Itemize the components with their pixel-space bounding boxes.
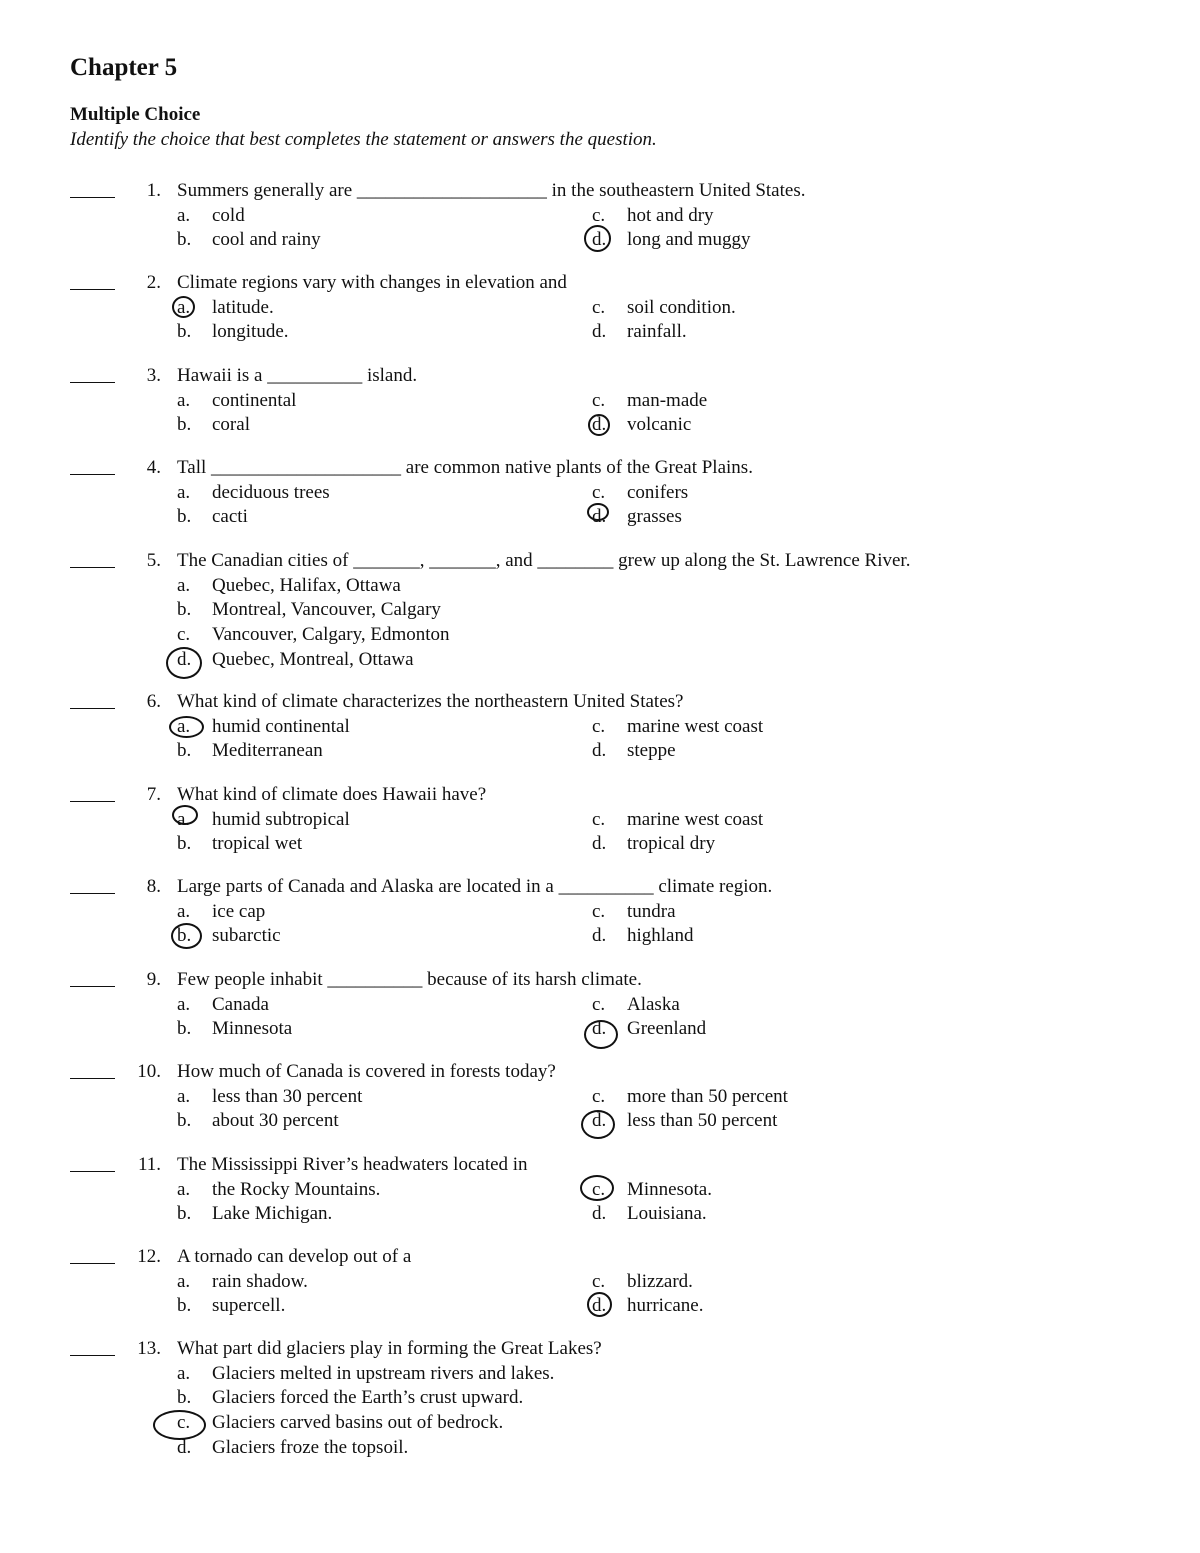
option-letter: b. (177, 1295, 192, 1317)
answer-blank (70, 969, 115, 987)
option-text: Greenland (627, 1018, 707, 1040)
option-text: hurricane. (627, 1295, 704, 1317)
option-text: conifers (627, 481, 689, 503)
question-text: How much of Canada is covered in forests today? (177, 1061, 556, 1082)
answer-blank (70, 784, 115, 802)
option-letter: b. (177, 925, 192, 947)
option-text: rainfall. (627, 321, 687, 343)
option-letter: a. (177, 900, 191, 922)
option-text: humid subtropical (212, 808, 350, 830)
option-letter: d. (177, 1436, 192, 1458)
option-text: supercell. (212, 1295, 286, 1317)
option-letter: b. (177, 321, 192, 343)
option-letter: b. (177, 229, 192, 251)
option-text: ice cap (212, 900, 266, 922)
option-text: continental (212, 389, 297, 411)
option-text: Lake Michigan. (212, 1203, 333, 1225)
option-letter: d. (592, 925, 607, 947)
option-letter: b. (177, 1018, 192, 1040)
option-text: Minnesota. (627, 1178, 712, 1200)
option-text: volcanic (627, 414, 692, 436)
option-letter: c. (592, 808, 606, 830)
option-letter: d. (592, 229, 607, 251)
option-letter: a. (177, 296, 191, 318)
answer-blank (70, 1246, 115, 1264)
option-text: deciduous trees (212, 481, 330, 503)
question-text: Climate regions vary with changes in elevation and (177, 272, 567, 293)
question-number: 3. (146, 365, 161, 386)
option-letter: d. (592, 414, 607, 436)
answer-blank (70, 457, 115, 475)
option-text: Montreal, Vancouver, Calgary (212, 599, 441, 621)
option-letter: c. (177, 1412, 191, 1434)
question-text: The Mississippi River’s headwaters located in (177, 1154, 528, 1175)
question-number: 8. (146, 876, 161, 897)
option-text: Alaska (627, 993, 680, 1015)
question-number: 7. (146, 784, 161, 805)
option-text: Quebec, Montreal, Ottawa (212, 648, 414, 670)
option-text: longitude. (212, 321, 289, 343)
answer-blank (70, 272, 115, 290)
option-text: marine west coast (627, 715, 764, 737)
option-letter: a. (177, 1178, 191, 1200)
option-text: grasses (627, 506, 682, 528)
option-text: steppe (627, 740, 676, 762)
instructions: Identify the choice that best completes the statement or answers the question. (70, 129, 657, 150)
option-text: less than 30 percent (212, 1085, 363, 1107)
answer-blank (70, 691, 115, 709)
option-text: blizzard. (627, 1270, 693, 1292)
option-letter: b. (177, 1110, 192, 1132)
answer-blank (70, 180, 115, 198)
circled-answer-mark (584, 1020, 618, 1049)
question-text: What kind of climate does Hawaii have? (177, 784, 487, 805)
option-text: long and muggy (627, 229, 751, 251)
circled-answer-mark (166, 647, 202, 679)
option-text: man-made (627, 389, 708, 411)
question-number: 11. (137, 1154, 161, 1175)
option-letter: b. (177, 599, 192, 621)
option-letter: a. (177, 1362, 191, 1384)
circled-answer-mark (169, 716, 204, 738)
circled-answer-mark (172, 296, 195, 318)
option-letter: b. (177, 1387, 192, 1409)
section-heading: Multiple Choice (70, 104, 201, 125)
option-letter: c. (592, 481, 606, 503)
circled-answer-mark (588, 414, 610, 436)
page-title: Chapter 5 (70, 54, 178, 81)
option-letter: b. (177, 506, 192, 528)
option-letter: d. (592, 740, 607, 762)
circled-answer-mark (172, 805, 198, 825)
option-text: Glaciers forced the Earth’s crust upward. (212, 1387, 524, 1409)
option-text: hot and dry (627, 204, 714, 226)
question-text: A tornado can develop out of a (177, 1246, 412, 1267)
question-number: 9. (146, 969, 161, 990)
option-letter: d. (592, 1295, 607, 1317)
option-text: Vancouver, Calgary, Edmonton (212, 624, 450, 646)
option-letter: d. (592, 1203, 607, 1225)
option-letter: b. (177, 833, 192, 855)
answer-blank (70, 365, 115, 383)
circled-answer-mark (584, 225, 611, 252)
option-text: Quebec, Halifax, Ottawa (212, 574, 401, 596)
option-letter: c. (592, 204, 606, 226)
question-text: The Canadian cities of _______, _______, and ________ grew up along the St. Lawrence River. (177, 550, 911, 571)
question-text: Summers generally are ____________________ in the southeastern United States. (177, 180, 806, 201)
option-text: more than 50 percent (627, 1085, 788, 1107)
question-text: Hawaii is a __________ island. (177, 365, 418, 386)
option-text: the Rocky Mountains. (212, 1178, 381, 1200)
option-text: rain shadow. (212, 1270, 308, 1292)
option-text: Mediterranean (212, 740, 323, 762)
option-text: Glaciers carved basins out of bedrock. (212, 1412, 504, 1434)
circled-answer-mark (581, 1110, 615, 1139)
option-letter: a. (177, 481, 191, 503)
answer-blank (70, 1154, 115, 1172)
option-text: humid continental (212, 715, 350, 737)
option-letter: c. (592, 389, 606, 411)
question-number: 6. (146, 691, 161, 712)
option-text: marine west coast (627, 808, 764, 830)
question-text: Few people inhabit __________ because of its harsh climate. (177, 969, 642, 990)
option-letter: a. (177, 993, 191, 1015)
question-number: 1. (146, 180, 161, 201)
question-text: Large parts of Canada and Alaska are located in a __________ climate region. (177, 876, 773, 897)
option-letter: c. (592, 900, 606, 922)
option-letter: a. (177, 389, 191, 411)
option-letter: c. (592, 993, 606, 1015)
option-letter: a. (177, 204, 191, 226)
question-text: What part did glaciers play in forming the Great Lakes? (177, 1338, 602, 1359)
option-letter: d. (592, 506, 607, 528)
option-letter: c. (177, 624, 191, 646)
option-text: Minnesota (212, 1018, 293, 1040)
option-text: Glaciers froze the topsoil. (212, 1436, 409, 1458)
option-letter: a. (177, 1085, 191, 1107)
option-text: Louisiana. (627, 1203, 707, 1225)
option-letter: a. (177, 574, 191, 596)
option-letter: c. (592, 1270, 606, 1292)
option-letter: b. (177, 414, 192, 436)
option-letter: a. (177, 1270, 191, 1292)
answer-blank (70, 550, 115, 568)
option-text: cool and rainy (212, 229, 321, 251)
option-text: tropical dry (627, 833, 716, 855)
option-letter: c. (592, 715, 606, 737)
answer-blank (70, 1338, 115, 1356)
option-text: cold (212, 204, 245, 226)
option-text: highland (627, 925, 694, 947)
option-text: latitude. (212, 296, 274, 318)
question-number: 10. (137, 1061, 161, 1082)
question-text: Tall ____________________ are common native plants of the Great Plains. (177, 457, 753, 478)
option-letter: c. (592, 1085, 606, 1107)
option-letter: c. (592, 296, 606, 318)
option-text: about 30 percent (212, 1110, 339, 1132)
question-text: What kind of climate characterizes the northeastern United States? (177, 691, 684, 712)
option-letter: d. (592, 1018, 607, 1040)
option-letter: d. (592, 1110, 607, 1132)
circled-answer-mark (580, 1175, 614, 1201)
question-number: 2. (146, 272, 161, 293)
option-letter: a. (177, 808, 191, 830)
option-letter: b. (177, 740, 192, 762)
circled-answer-mark (587, 1292, 612, 1317)
question-number: 5. (146, 550, 161, 571)
option-text: tundra (627, 900, 676, 922)
question-number: 12. (137, 1246, 161, 1267)
question-number: 4. (146, 457, 161, 478)
option-text: cacti (212, 506, 248, 528)
option-text: soil condition. (627, 296, 736, 318)
option-letter: d. (592, 321, 607, 343)
option-text: Glaciers melted in upstream rivers and lakes. (212, 1362, 555, 1384)
option-letter: c. (592, 1178, 606, 1200)
option-text: subarctic (212, 925, 281, 947)
answer-blank (70, 1061, 115, 1079)
circled-answer-mark (153, 1410, 206, 1440)
option-letter: b. (177, 1203, 192, 1225)
answer-blank (70, 876, 115, 894)
option-letter: d. (592, 833, 607, 855)
option-text: less than 50 percent (627, 1110, 778, 1132)
option-text: coral (212, 414, 250, 436)
option-text: tropical wet (212, 833, 303, 855)
circled-answer-mark (171, 923, 202, 949)
option-letter: a. (177, 715, 191, 737)
option-text: Canada (212, 993, 269, 1015)
option-letter: d. (177, 648, 192, 670)
question-number: 13. (137, 1338, 161, 1359)
